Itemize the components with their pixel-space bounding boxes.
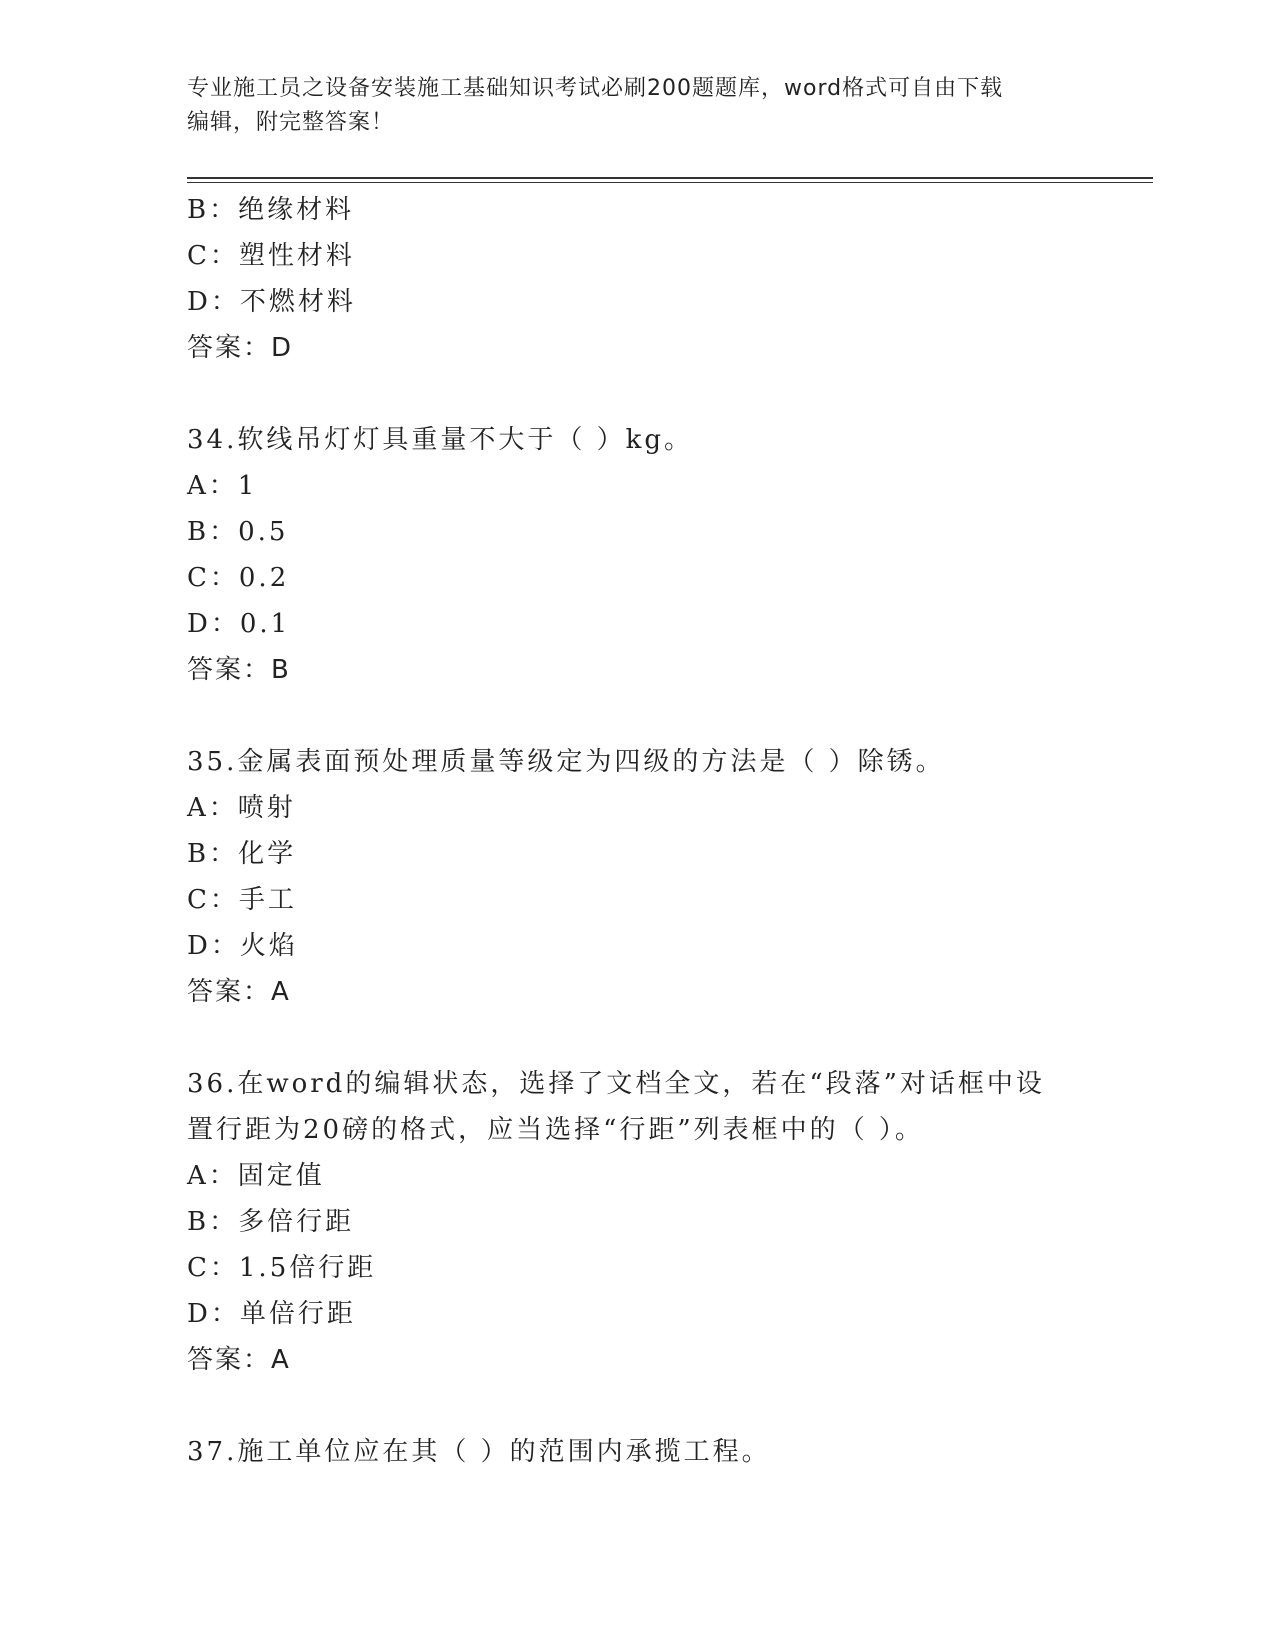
question-33-block bbox=[187, 187, 1087, 371]
header-line-2: 编辑，附完整答案！ bbox=[187, 110, 395, 135]
option-b: B：0.5 bbox=[187, 517, 289, 547]
answer: 答案：D bbox=[187, 333, 294, 363]
answer: 答案：B bbox=[187, 655, 291, 685]
question-stem: 35.金属表面预处理质量等级定为四级的方法是（ ）除锈。 bbox=[187, 747, 945, 777]
question-36-block bbox=[187, 1061, 1087, 1383]
option-d: D：火焰 bbox=[187, 931, 298, 961]
answer: 答案：A bbox=[187, 1345, 291, 1375]
question-content bbox=[187, 187, 1087, 1475]
option-a: A：喷射 bbox=[187, 793, 296, 823]
question-stem: 34.软线吊灯灯具重量不大于（ ）kg。 bbox=[187, 425, 694, 455]
option-b: B：绝缘材料 bbox=[187, 195, 355, 225]
option-c: C：手工 bbox=[187, 885, 297, 915]
option-c: C：0.2 bbox=[187, 563, 290, 593]
option-d: D：单倍行距 bbox=[187, 1299, 356, 1329]
option-b: B：多倍行距 bbox=[187, 1207, 355, 1237]
spacer bbox=[187, 693, 1087, 739]
spacer bbox=[187, 371, 1087, 417]
option-a: A：固定值 bbox=[187, 1161, 325, 1191]
question-37-block bbox=[187, 1429, 1087, 1475]
question-stem-line-1: 36.在word的编辑状态，选择了文档全文，若在“段落”对话框中设 bbox=[187, 1069, 1045, 1099]
question-34-block bbox=[187, 417, 1087, 693]
option-d: D：0.1 bbox=[187, 609, 291, 639]
option-c: C：1.5倍行距 bbox=[187, 1253, 377, 1283]
question-35-block bbox=[187, 739, 1087, 1015]
option-a: A：1 bbox=[187, 471, 258, 501]
spacer bbox=[187, 1383, 1087, 1429]
header-line-1: 专业施工员之设备安装施工基础知识考试必刷200题题库，word格式可自由下载 bbox=[187, 76, 1004, 101]
option-b: B：化学 bbox=[187, 839, 297, 869]
question-stem: 37.施工单位应在其（ ）的范围内承揽工程。 bbox=[187, 1437, 771, 1467]
header-divider-thick bbox=[187, 177, 1153, 179]
header-divider-thin bbox=[187, 182, 1153, 183]
answer: 答案：A bbox=[187, 977, 291, 1007]
spacer bbox=[187, 1015, 1087, 1061]
document-header bbox=[187, 72, 1087, 140]
question-stem-line-2: 置行距为20磅的格式，应当选择“行距”列表框中的（ ）。 bbox=[187, 1115, 924, 1145]
option-d: D：不燃材料 bbox=[187, 287, 356, 317]
option-c: C：塑性材料 bbox=[187, 241, 355, 271]
